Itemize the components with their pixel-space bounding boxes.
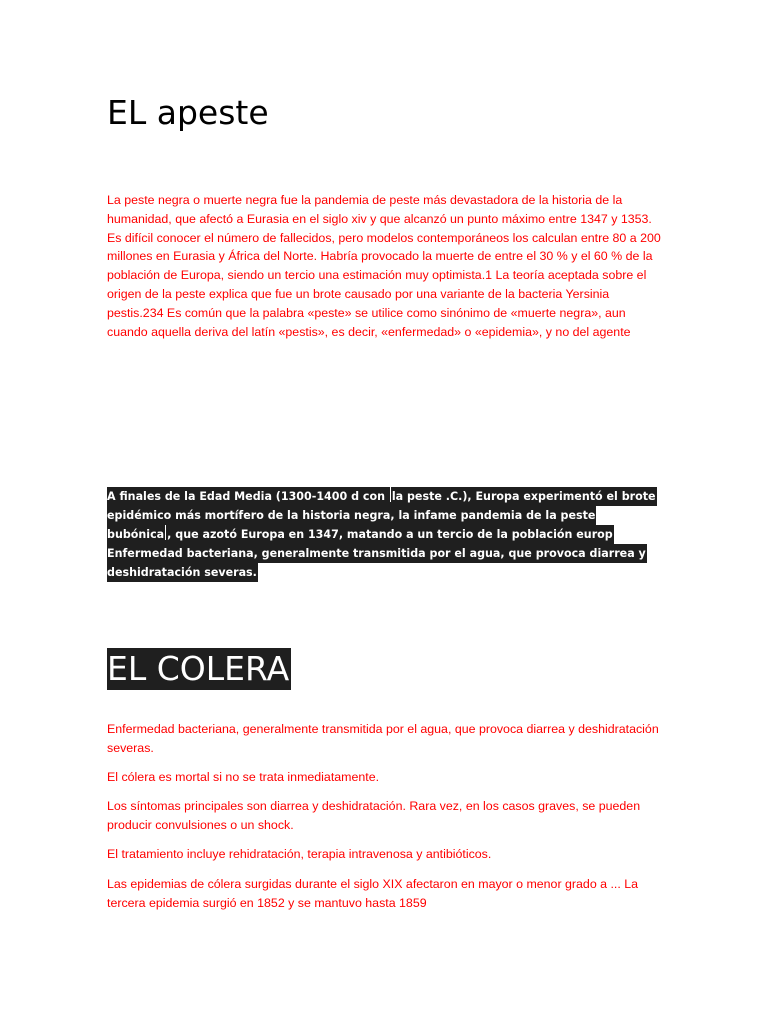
text-cursor [390, 487, 391, 502]
colera-paragraph[interactable]: Las epidemias de cólera surgidas durante el siglo XIX afectaron en mayor o menor grado a ... La tercera epidemia surgió en 1852 y se mantuvo hasta 1859 [107, 876, 639, 910]
colera-paragraph[interactable]: El cólera es mortal si no se trata inmediatamente. [107, 770, 380, 785]
colera-paragraphs [107, 720, 667, 923]
highlight-line-2: epidémico más mortífero de la historia negra, la infame pandemia de la peste [107, 506, 596, 525]
colera-paragraph[interactable]: Los síntomas principales son diarrea y deshidratación. Rara vez, en los casos graves, se pueden producir convulsiones o un shock. [107, 799, 641, 833]
highlight-line-4: Enfermedad bacteriana, generalmente transmitida por el agua, que provoca diarrea y [107, 544, 647, 563]
highlight-line-3: bubónica , que azotó Europa en 1347, matando a un tercio de la población europ [107, 525, 614, 544]
highlighted-selection[interactable] [107, 487, 667, 582]
peste-paragraph[interactable]: La peste negra o muerte negra fue la pandemia de peste más devastadora de la historia de la humanidad, que afectó a Eurasia en el siglo xiv y que alcanzó un punto máximo entre 1347 y 1353. Es difícil conocer el número de fallecidos, pero modelos contemporáneos los calculan entre 80 a 200 millones en Eurasia y África del Norte. Habría provocado la muerte de entre el 30 % y el 60 % de la población de Europa, siendo un tercio una estimación muy optimista.1 La teoría aceptada sobre el origen de la peste explica que fue un brote causado por una variante de la bacteria Yersinia pestis.234 Es común que la palabra «peste» se utilice como sinónimo de «muerte negra», aun cuando aquella deriva del latín «pestis», es decir, «enfermedad» o «epidemia», y no del agente [107, 193, 661, 339]
section-title-colera[interactable]: EL COLERA [107, 649, 290, 688]
colera-paragraph[interactable]: Enfermedad bacteriana, generalmente transmitida por el agua, que provoca diarrea y deshidratación severas. [107, 722, 659, 755]
section-title-peste[interactable]: EL apeste [107, 93, 269, 132]
highlight-line-5: deshidratación severas. [107, 563, 258, 582]
colera-paragraph[interactable]: El tratamiento incluye rehidratación, terapia intravenosa y antibióticos. [107, 847, 492, 862]
highlight-line-1: A finales de la Edad Media (1300-1400 d con la peste .C.), Europa experimentó el brote [107, 487, 657, 506]
